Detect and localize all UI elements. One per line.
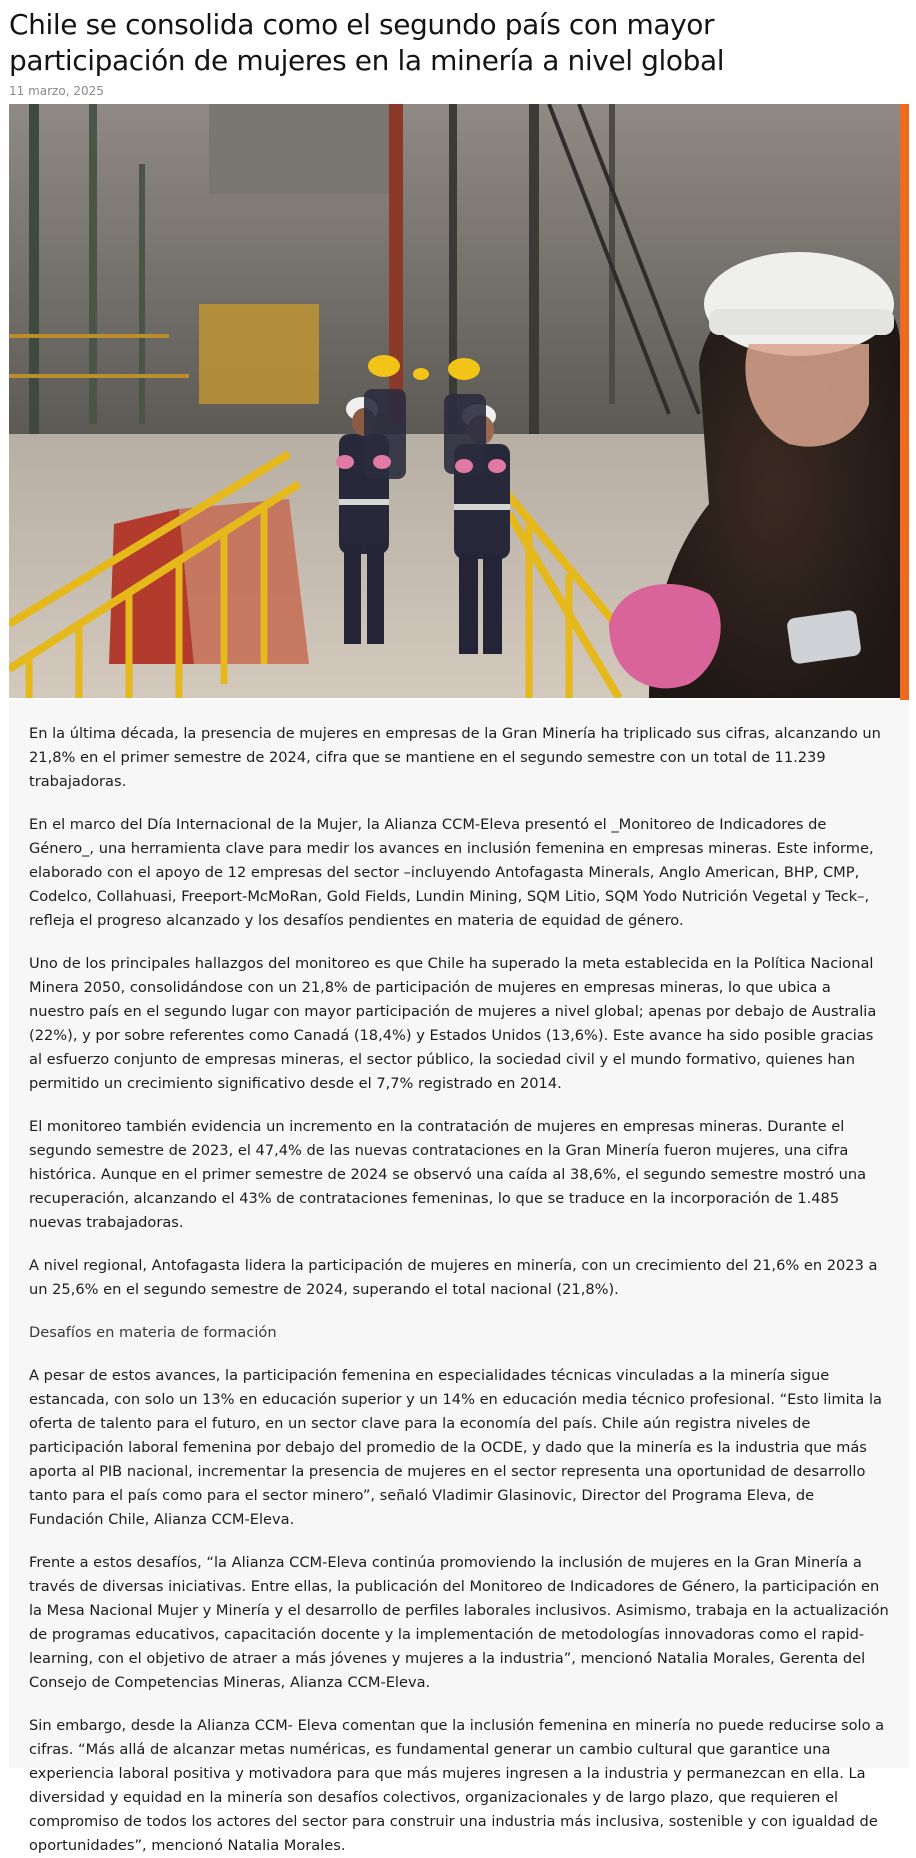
hero-image	[9, 104, 900, 698]
paragraph: Uno de los principales hallazgos del monitoreo es que Chile ha superado la meta establecida en la Política Nacional Minera 2050, consolidándose con un 21,8% de participación de mujeres en empresas mineras, lo que ubica a nuestro país en el segundo lugar con mayor participación de mujeres a nivel global; apenas por debajo de Australia (22%), y por sobre referentes como Canadá (18,4%) y Estados Unidos (13,6%). Este avance ha sido posible gracias al esfuerzo conjunto de empresas mineras, el sector público, la sociedad civil y el mundo formativo, quienes han permitido un crecimiento significativo desde el 7,7% registrado en 2014.	[29, 955, 877, 1092]
section-subheading: Desafíos en materia de formación	[29, 1324, 277, 1341]
photo-women-miners-walking	[9, 104, 900, 698]
paragraph: En la última década, la presencia de mujeres en empresas de la Gran Minería ha triplicado sus cifras, alcanzando un 21,8% en el primer semestre de 2024, cifra que se mantiene en el segundo semestre con un total de 11.239 trabajadoras.	[29, 725, 881, 790]
article-title: Chile se consolida como el segundo país con mayor participación de mujeres en la minería a nivel global	[9, 8, 725, 77]
paragraph: A pesar de estos avances, la participación femenina en especialidades técnicas vinculadas a la minería sigue estancada, con solo un 13% en educación superior y un 14% en educación media técnico profesional. “Esto limita la oferta de talento para el futuro, en un sector clave para la economía del país. Chile aún registra niveles de participación laboral femenina por debajo del promedio de la OCDE, y dado que la minería es la industria que más aporta al PIB nacional, incrementar la presencia de mujeres en el sector representa una oportunidad de desarrollo tanto para el país como para el sector minero”, señaló Vladimir Glasinovic, Director del Programa Eleva, de Fundación Chile, Alianza CCM-Eleva.	[29, 1367, 882, 1528]
article-date: 11 marzo, 2025	[9, 84, 104, 98]
paragraph: Sin embargo, desde la Alianza CCM- Eleva comentan que la inclusión femenina en minería no puede reducirse solo a cifras. “Más allá de alcanzar metas numéricas, es fundamental generar un cambio cultural que garantice una experiencia laboral positiva y motivadora para que más mujeres ingresen a la industria y permanezcan en ella. La diversidad y equidad en la minería son desafíos colectivos, organizacionales y de largo plazo, que requieren el compromiso de todos los actores del sector para construir una industria más inclusiva, sostenible y con igualdad de oportunidades”, mencionó Natalia Morales.	[29, 1717, 885, 1854]
article-body	[9, 700, 909, 1854]
accent-bar	[900, 104, 909, 701]
paragraph: En el marco del Día Internacional de la Mujer, la Alianza CCM-Eleva presentó el _Monitoreo de Indicadores de Género_, una herramienta clave para medir los avances en inclusión femenina en empresas mineras. Este informe, elaborado con el apoyo de 12 empresas del sector –incluyendo Antofagasta Minerals, Anglo American, BHP, CMP, Codelco, Collahuasi, Freeport-McMoRan, Gold Fields, Lundin Mining, SQM Litio, SQM Yodo Nutrición Vegetal y Teck–, refleja el progreso alcanzado y los desafíos pendientes en materia de equidad de género.	[29, 816, 874, 929]
paragraph: Frente a estos desafíos, “la Alianza CCM-Eleva continúa promoviendo la inclusión de mujeres en la Gran Minería a través de diversas iniciativas. Entre ellas, la publicación del Monitoreo de Indicadores de Género, la participación en la Mesa Nacional Mujer y Minería y el desarrollo de perfiles laborales inclusivos. Asimismo, trabaja en la actualización de programas educativos, capacitación docente y la implementación de metodologías innovadoras como el rapid-learning, con el objetivo de atraer a más jóvenes y mujeres a la industria”, mencionó Natalia Morales, Gerenta del Consejo de Competencias Mineras, Alianza CCM-Eleva.	[29, 1554, 889, 1691]
paragraph: A nivel regional, Antofagasta lidera la participación de mujeres en minería, con un crecimiento del 21,6% en 2023 a un 25,6% en el segundo semestre de 2024, superando el total nacional (21,8%).	[29, 1257, 878, 1298]
paragraph: El monitoreo también evidencia un incremento en la contratación de mujeres en empresas mineras. Durante el segundo semestre de 2023, el 47,4% de las nuevas contrataciones en la Gran Minería fueron mujeres, una cifra histórica. Aunque en el primer semestre de 2024 se observó una caída al 38,6%, el segundo semestre mostró una recuperación, alcanzando el 43% de contrataciones femeninas, lo que se traduce en la incorporación de 1.485 nuevas trabajadoras.	[29, 1118, 867, 1231]
